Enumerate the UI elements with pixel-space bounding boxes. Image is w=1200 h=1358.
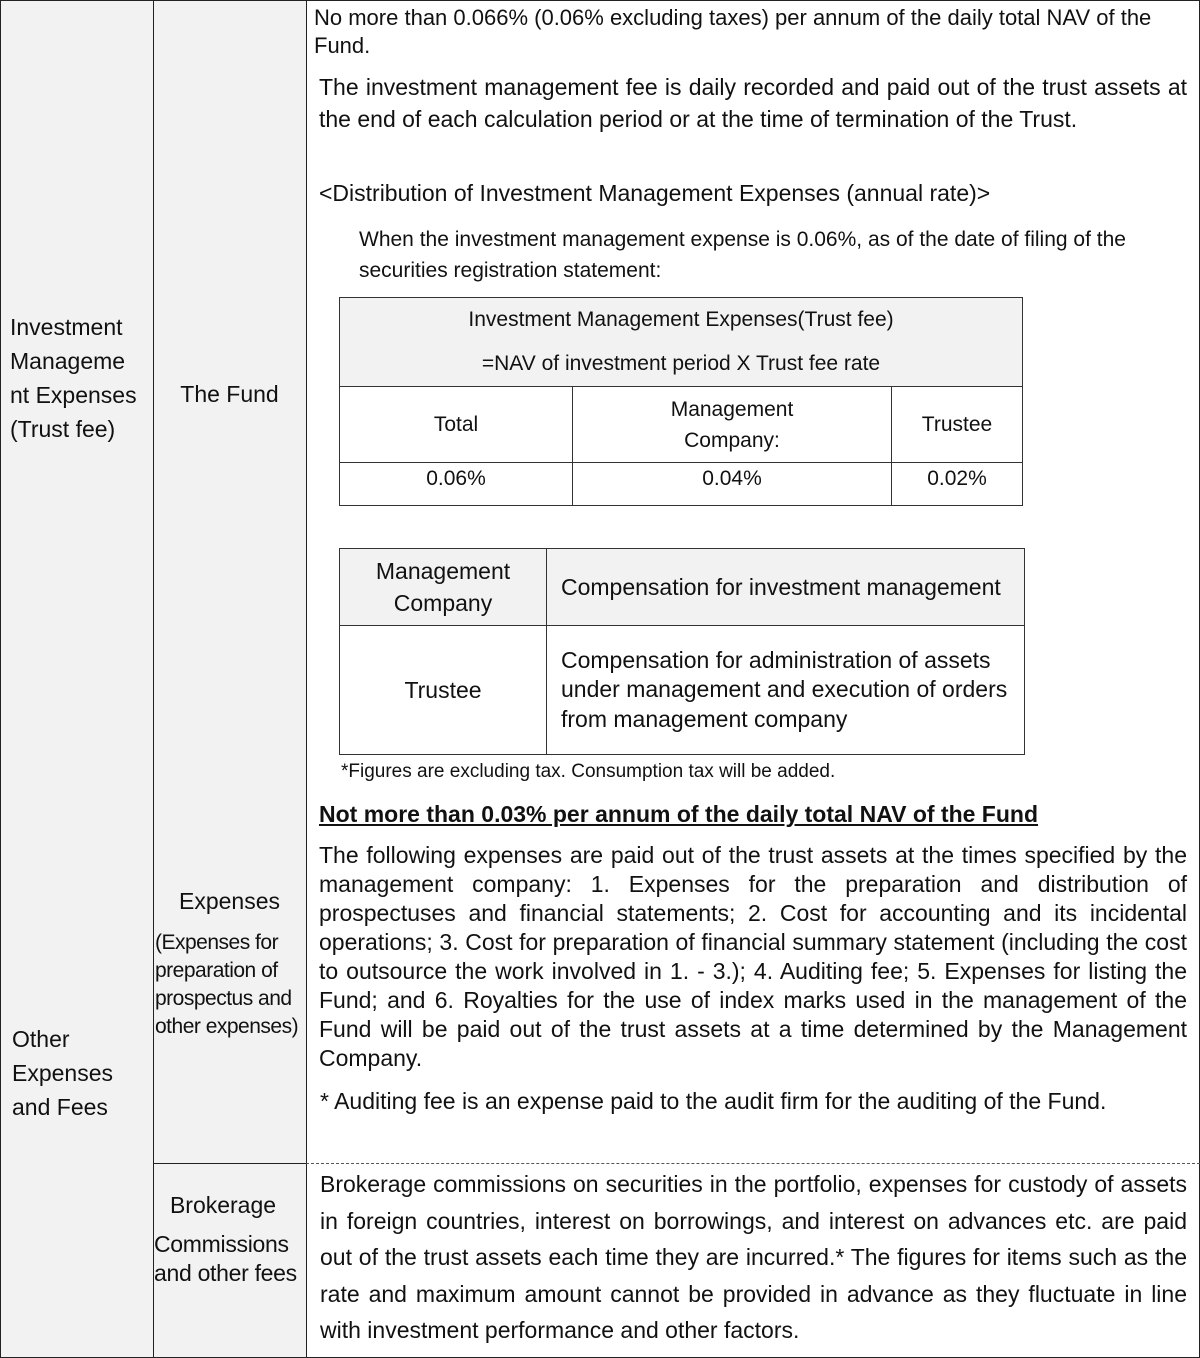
fee-value-trustee: 0.02% [892,463,1023,506]
comp-desc-trustee: Compensation for administration of assets under management and execution of orders from management company [547,626,1025,755]
subcategory-column [153,0,306,1358]
table-border-left [0,0,1,1358]
subcategory-brokerage: Brokerage [169,1192,277,1218]
fee-header-total: Total [340,387,573,463]
trust-fee-recording-text: The investment management fee is daily recorded and paid out of the trust assets at the end of each calculation period or at the time of termination of the Trust. [319,74,1187,132]
comp-desc-management: Compensation for investment management [547,549,1025,626]
table-border-top [0,0,1200,1]
column-divider-2 [306,0,307,1358]
filing-note: When the investment management expense is 0.06%, as of the date of filing of the securities registration statement: [359,228,1126,282]
subcategory-expenses-detail: (Expenses for preparation of prospectus and other expenses) [155,931,299,1038]
category-other-expenses: Other Expenses and Fees [12,1026,114,1120]
subcategory-the-fund: The Fund [180,381,279,407]
comp-party-trustee: Trustee [340,626,547,755]
compensation-table [339,548,1025,755]
fee-formula-line-1: Investment Management Expenses(Trust fee) [468,308,894,331]
subcategory-expenses: Expenses [178,888,280,914]
fee-header-management: Management Company: [573,387,892,463]
fee-formula-cell [340,298,1023,387]
fee-formula-line-2: =NAV of investment period X Trust fee rate [481,352,881,375]
distribution-heading: <Distribution of Investment Management Expenses (annual rate)> [319,180,991,206]
other-expenses-body: The following expenses are paid out of the trust assets at the times specified by the management company: 1. Expenses for the preparation and distribution of prospectuses and financial statements; 2. Cost for accounting and its incidental operations; 3. Cost for preparation of financial summary statement (including the cost to outsource the work involved in 1. - 3.); 4. Auditing fee; 5. Expenses for listing the Fund; and 6. Royalties for the use of index marks used in the management of the Fund will be paid out of the trust assets at a time determined by the Management Company. [319,842,1187,1071]
fee-header-trustee: Trustee [892,387,1023,463]
fee-value-total: 0.06% [340,463,573,506]
tax-note: *Figures are excluding tax. Consumption tax will be added. [341,761,836,782]
comp-party-management: Management Company [340,549,547,626]
brokerage-body: Brokerage commissions on securities in the portfolio, expenses for custody of assets in foreign countries, interest on borrowings, and interest on advances etc. are paid out of the trust assets each time they are incurred.* The figures for items such as the rate and maximum amount cannot be provided in advance as they fluctuate in line with investment performance and other factors. [320,1171,1187,1343]
fee-distribution-table [339,297,1023,506]
fee-value-management: 0.04% [573,463,892,506]
category-column [0,0,153,1358]
category-investment-management: Investment Manageme nt Expenses (Trust fee) [10,314,137,442]
audit-note: * Auditing fee is an expense paid to the audit firm for the auditing of the Fund. [320,1088,1107,1114]
other-expenses-heading: Not more than 0.03% per annum of the daily total NAV of the Fund [319,801,1039,827]
content-dashed-divider [306,1163,1200,1164]
column-divider-1 [153,0,154,1358]
subcategory-divider [153,1163,306,1164]
trust-fee-rate-text: No more than 0.066% (0.06% excluding taxes) per annum of the daily total NAV of the Fund. [314,5,1152,58]
subcategory-brokerage-detail: Commissions and other fees [154,1231,297,1286]
